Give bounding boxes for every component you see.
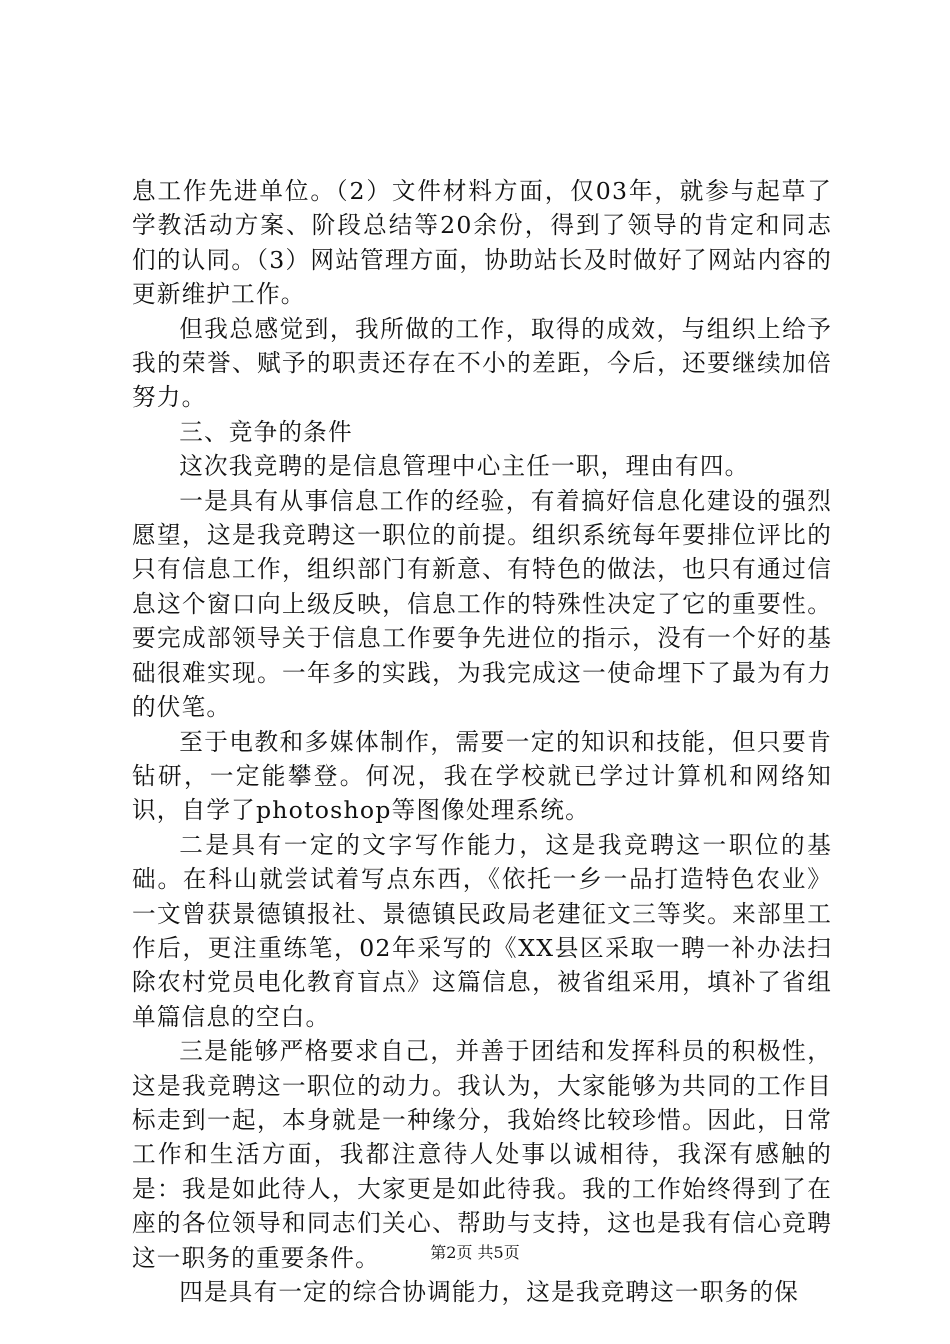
document-body <box>132 174 832 1309</box>
paragraph-reason-three: 三是能够严格要求自己，并善于团结和发挥科员的积极性，这是我竞聘这一职位的动力。我认为，大家能够为共同的工作目标走到一起，本身就是一种缘分，我始终比较珍惜。因此，日常工作和生活方面，我都注意待人处事以诚相待，我深有感触的是：我是如此待人，大家更是如此待我。我的工作始终得到了在座的各位领导和同志们关心、帮助与支持，这也是我有信心竞聘这一职务的重要条件。 <box>132 1037 832 1272</box>
paragraph-reason-one: 一是具有从事信息工作的经验，有着搞好信息化建设的强烈愿望，这是我竞聘这一职位的前提。组织系统每年要排位评比的只有信息工作，组织部门有新意、有特色的做法，也只有通过信息这个窗口向上级反映，信息工作的特殊性决定了它的重要性。要完成部领导关于信息工作要争先进位的指示，没有一个好的基础很难实现。一年多的实践，为我完成这一使命埋下了最为有力的伏笔。 <box>132 486 832 722</box>
paragraph-position: 这次我竞聘的是信息管理中心主任一职，理由有四。 <box>179 452 750 481</box>
paragraph-reason-two: 二是具有一定的文字写作能力，这是我竞聘这一职位的基础。在科山就尝试着写点东西，《依托一乡一品打造特色农业》一文曾获景德镇报社、景德镇民政局老建征文三等奖。来部里工作后，更注重练笔，02年采写的《XX县区采取一聘一补办法扫除农村党员电化教育盲点》这篇信息，被省组采用，填补了省组单篇信息的空白。 <box>132 830 832 1031</box>
section-heading: 三、竞争的条件 <box>179 417 353 446</box>
paragraph-multimedia: 至于电教和多媒体制作，需要一定的知识和技能，但只要肯钻研，一定能攀登。何况，我在学校就已学过计算机和网络知识，自学了photoshop等图像处理系统。 <box>132 727 832 825</box>
page-footer: 第2页 共5页 <box>430 1243 520 1262</box>
paragraph-reason-four: 四是具有一定的综合协调能力，这是我竞聘这一职务的保 <box>179 1278 800 1306</box>
paragraph-reflection: 但我总感觉到，我所做的工作，取得的成效，与组织上给予我的荣誉、赋予的职责还存在不小的差距，今后，还要继续加倍努力。 <box>132 314 832 412</box>
paragraph-continuation: 息工作先进单位。（2）文件材料方面，仅03年，就参与起草了学教活动方案、阶段总结等20余份，得到了领导的肯定和同志们的认同。（3）网站管理方面，协助站长及时做好了网站内容的更新维护工作。 <box>132 177 832 309</box>
